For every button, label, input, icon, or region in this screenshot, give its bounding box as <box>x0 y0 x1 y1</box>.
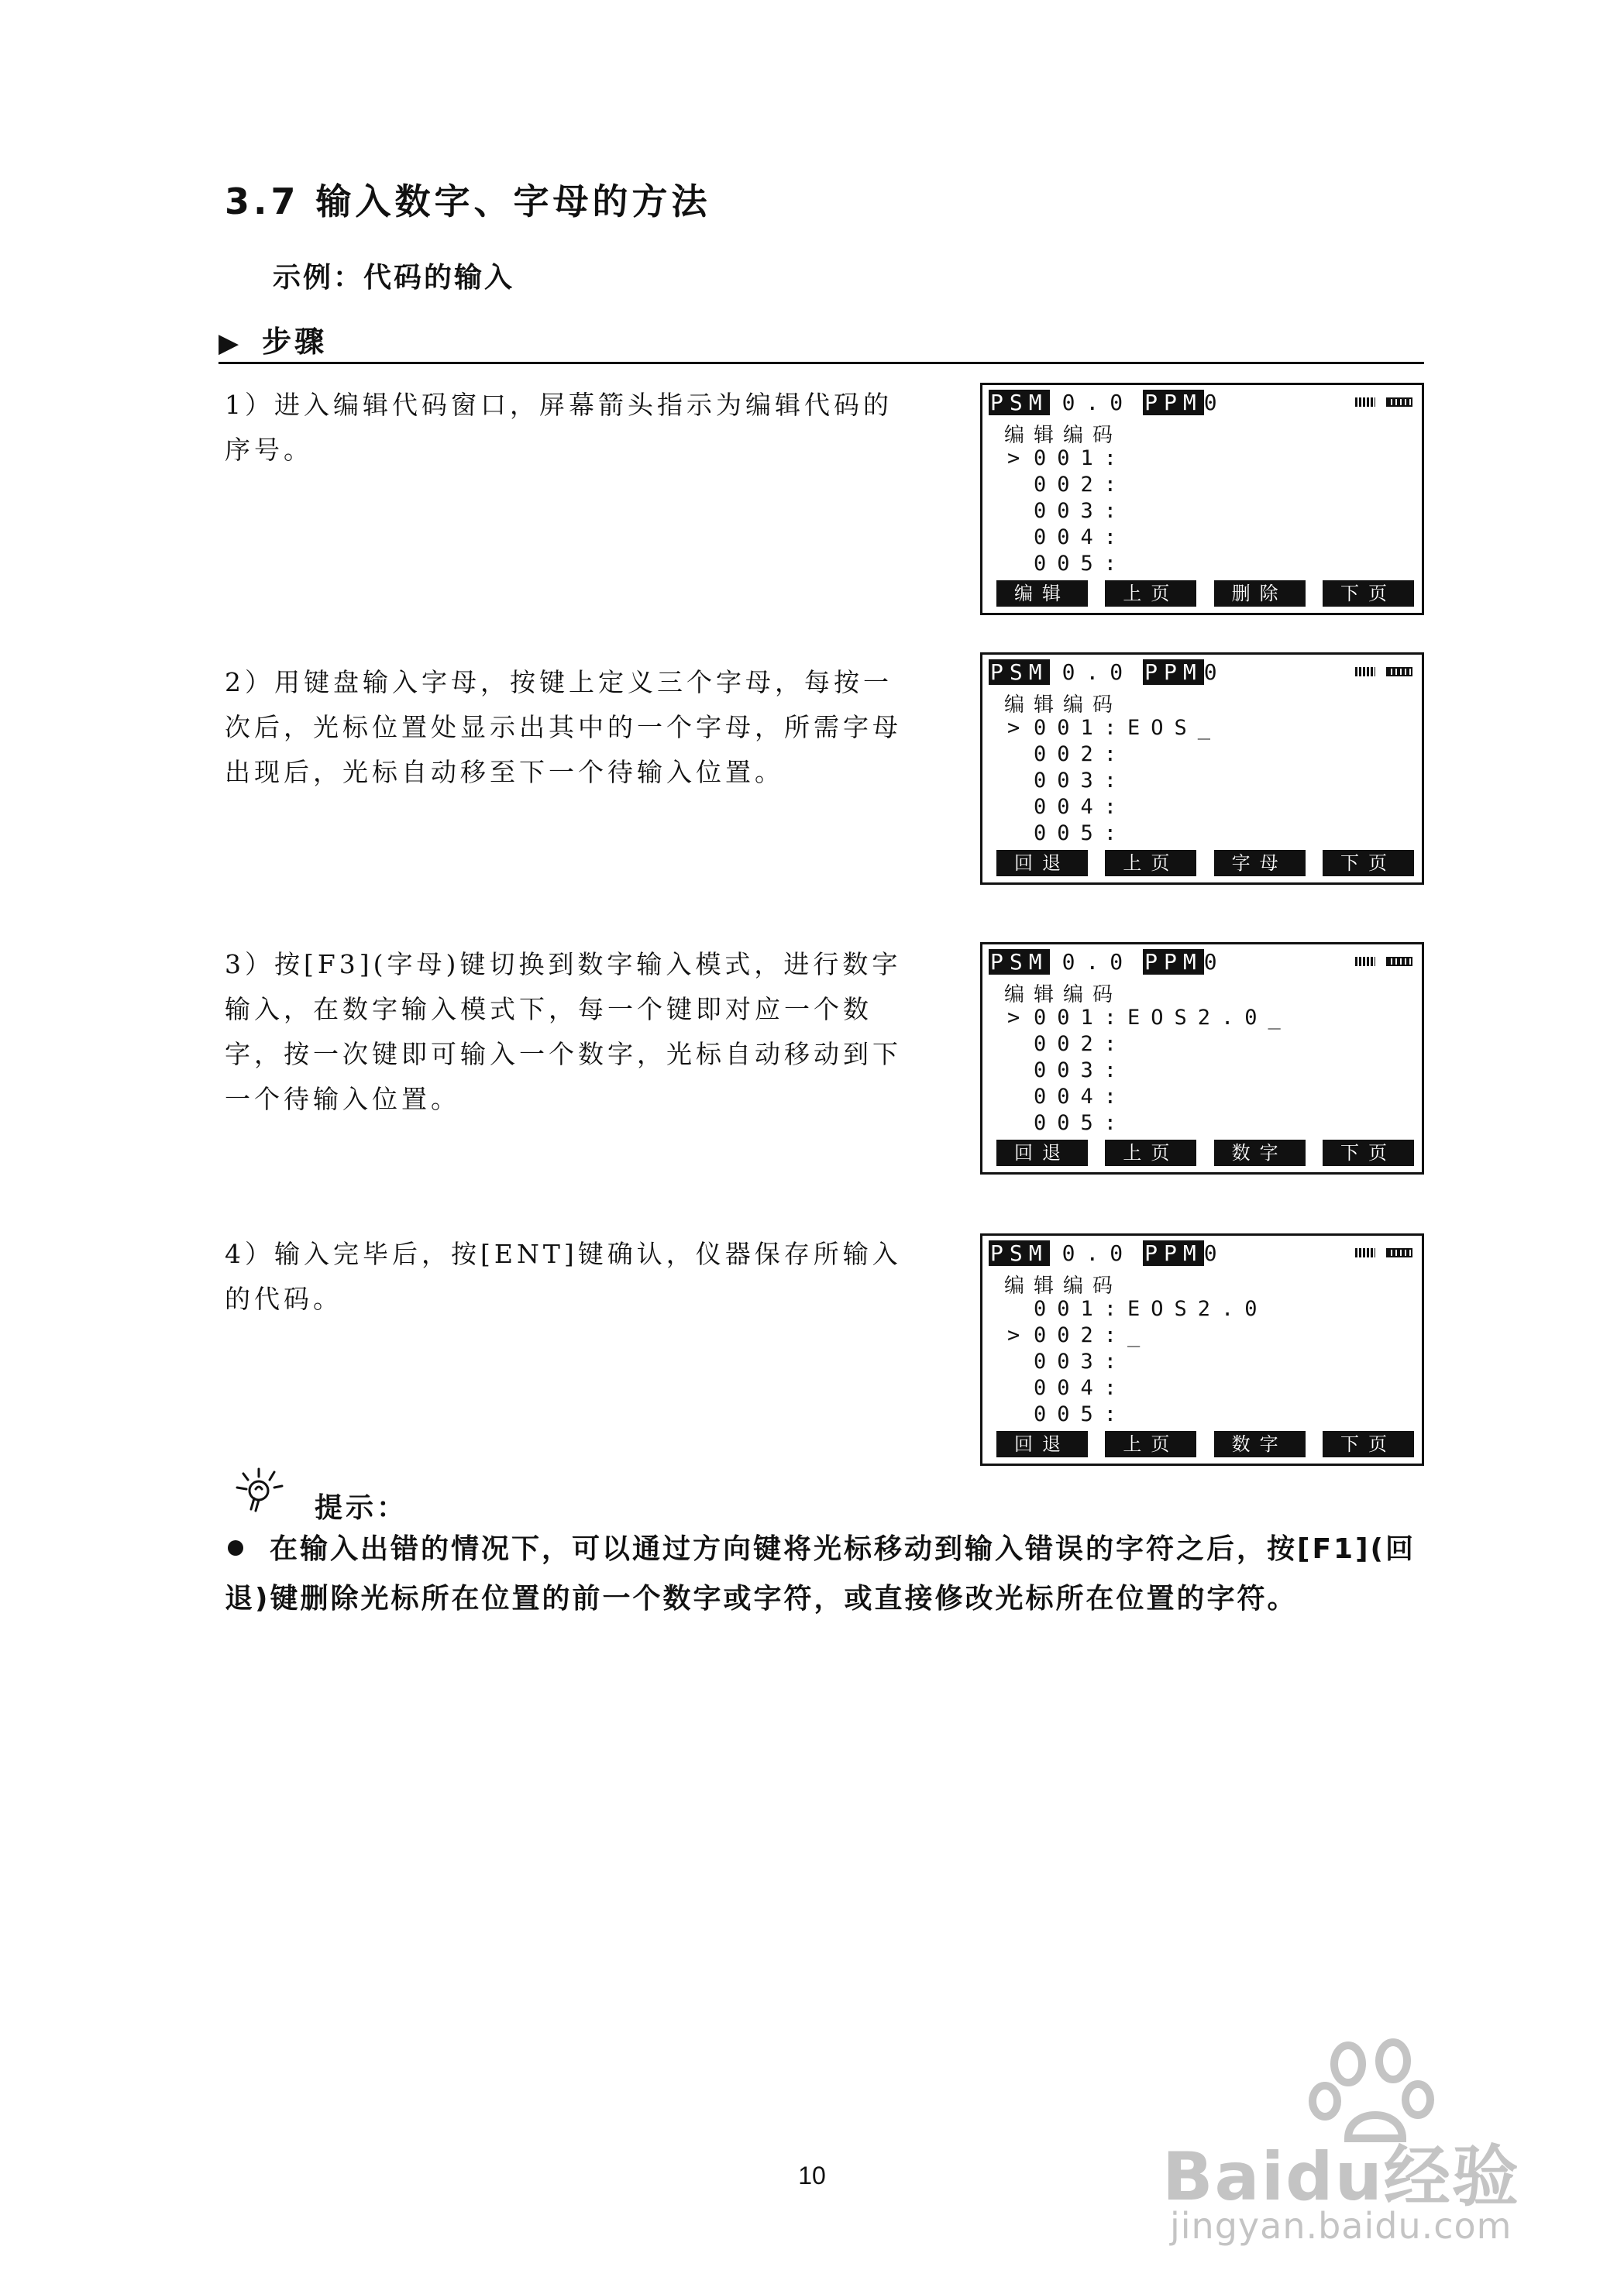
code-row <box>1007 1296 1268 1323</box>
ppm-label: PPM <box>1144 1240 1203 1266</box>
f3-key: 字母 <box>1214 850 1306 876</box>
cursor-arrow: > <box>1007 1323 1031 1347</box>
code-row <box>1007 1349 1127 1375</box>
code-row-text: 002: <box>1034 473 1128 497</box>
function-keys <box>996 1431 1414 1457</box>
code-row-text: 004: <box>1034 525 1128 549</box>
step-3-screen <box>980 942 1424 1175</box>
status-bar <box>989 1240 1217 1267</box>
steps-heading-label: 步骤 <box>262 325 328 359</box>
ppm-value: 0 <box>1203 949 1217 975</box>
code-row-text: 004: <box>1034 1085 1128 1109</box>
ppm-label: PPM <box>1144 949 1203 975</box>
psm-label: PSM <box>990 949 1048 975</box>
f4-key: 下页 <box>1323 580 1414 607</box>
psm-value: 0.0 <box>1061 1240 1134 1266</box>
code-row <box>1007 1323 1151 1349</box>
step-2-text: 2）用键盘输入字母，按键上定义三个字母，每按一次后，光标位置处显示出其中的一个字母，所需字母出现后，光标自动移至下一个待输入位置。 <box>225 667 902 787</box>
code-row <box>1007 1375 1127 1402</box>
tip-body <box>225 1525 1433 1624</box>
cursor-arrow: > <box>1007 446 1031 470</box>
step-4-text: 4）输入完毕后，按[ENT]键确认，仪器保存所输入的代码。 <box>225 1239 902 1314</box>
page-number: 10 <box>798 2162 826 2189</box>
step-2-screen <box>980 652 1424 885</box>
code-row-text: 005: <box>1034 1402 1128 1426</box>
psm-value: 0.0 <box>1061 659 1134 685</box>
ppm-label: PPM <box>1144 390 1203 415</box>
code-row-text: 002: <box>1034 1032 1128 1056</box>
code-row-text: 003: <box>1034 1058 1128 1082</box>
code-row-text: 004: <box>1034 795 1128 819</box>
code-row-text: 002:_ <box>1034 1323 1151 1347</box>
cursor-arrow: > <box>1007 716 1031 740</box>
psm-label: PSM <box>990 390 1048 415</box>
f1-key: 回退 <box>996 1140 1088 1166</box>
psm-value: 0.0 <box>1061 949 1134 975</box>
status-bar <box>989 659 1217 686</box>
code-row-text: 003: <box>1034 499 1128 523</box>
code-row <box>1007 472 1127 498</box>
code-row-text: 001: <box>1034 446 1128 470</box>
lightbulb-tip-icon <box>232 1463 294 1517</box>
code-row <box>1007 445 1127 472</box>
code-row <box>1007 794 1127 820</box>
code-row-text: 005: <box>1034 1111 1128 1135</box>
ppm-value: 0 <box>1203 390 1217 415</box>
status-bar <box>989 390 1217 416</box>
code-row <box>1007 768 1127 794</box>
battery-icon <box>1355 667 1412 678</box>
code-row <box>1007 1058 1127 1084</box>
code-row-text: 003: <box>1034 769 1128 793</box>
ppm-value: 0 <box>1203 1240 1217 1266</box>
baidu-watermark <box>1162 2030 1596 2262</box>
f3-key: 删除 <box>1214 580 1306 607</box>
bullet-icon <box>228 1540 243 1556</box>
step-1-text: 1）进入编辑代码窗口，屏幕箭头指示为编辑代码的序号。 <box>225 390 893 465</box>
code-row-text: 005: <box>1034 821 1128 845</box>
code-row <box>1007 525 1127 551</box>
code-row <box>1007 1110 1127 1137</box>
code-row <box>1007 1005 1292 1031</box>
cursor-arrow: > <box>1007 1006 1031 1030</box>
step-1-screen <box>980 383 1424 615</box>
example-line: 示例：代码的输入 <box>273 262 515 294</box>
screen-title: 编辑编码 <box>1004 983 1123 1006</box>
f3-key: 数字 <box>1214 1431 1306 1457</box>
code-row <box>1007 551 1127 577</box>
tip-body-text: 在输入出错的情况下，可以通过方向键将光标移动到输入错误的字符之后，按[F1](回退)键删除光标所在位置的前一个数字或字符，或直接修改光标所在位置的字符。 <box>225 1533 1416 1615</box>
code-row <box>1007 741 1127 768</box>
f1-key: 回退 <box>996 1431 1088 1457</box>
psm-label: PSM <box>990 1240 1048 1266</box>
step-3-text: 3）按[F3](字母)键切换到数字输入模式，进行数字输入，在数字输入模式下，每一个键即对应一个数字，按一次键即可输入一个数字，光标自动移动到下一个待输入位置。 <box>225 949 902 1114</box>
tip-label: 提示： <box>315 1492 408 1524</box>
code-row-text: 005: <box>1034 552 1128 576</box>
f2-key: 上页 <box>1105 850 1196 876</box>
function-keys <box>996 580 1414 607</box>
code-row-text: 001:EOS2.0 <box>1034 1297 1268 1321</box>
code-row <box>1007 1084 1127 1110</box>
ppm-value: 0 <box>1203 659 1217 685</box>
code-row <box>1007 498 1127 525</box>
screen-title: 编辑编码 <box>1004 424 1123 447</box>
code-row <box>1007 715 1221 741</box>
watermark-logo-text: Baidu经验 <box>1162 2138 1520 2216</box>
section-title: 3.7 输入数字、字母的方法 <box>225 181 711 222</box>
battery-icon <box>1355 1248 1412 1259</box>
f2-key: 上页 <box>1105 1140 1196 1166</box>
code-row <box>1007 820 1127 847</box>
f2-key: 上页 <box>1105 580 1196 607</box>
f4-key: 下页 <box>1323 1140 1414 1166</box>
battery-icon <box>1355 957 1412 968</box>
heading-rule <box>218 362 1424 364</box>
screen-title: 编辑编码 <box>1004 1274 1123 1298</box>
status-bar <box>989 949 1217 975</box>
f1-key: 回退 <box>996 850 1088 876</box>
f3-key: 数字 <box>1214 1140 1306 1166</box>
code-row-text: 002: <box>1034 742 1128 766</box>
step-4-screen <box>980 1233 1424 1466</box>
battery-icon <box>1355 397 1412 408</box>
code-row-text: 004: <box>1034 1376 1128 1400</box>
ppm-label: PPM <box>1144 659 1203 685</box>
psm-value: 0.0 <box>1061 390 1134 415</box>
screen-title: 编辑编码 <box>1004 693 1123 717</box>
f4-key: 下页 <box>1323 1431 1414 1457</box>
code-row <box>1007 1031 1127 1058</box>
code-row-text: 001:EOS2.0_ <box>1034 1006 1292 1030</box>
watermark-url: jingyan.baidu.com <box>1170 2205 1512 2247</box>
steps-heading <box>218 318 327 360</box>
code-row-text: 003: <box>1034 1350 1128 1374</box>
f1-key: 编辑 <box>996 580 1088 607</box>
psm-label: PSM <box>990 659 1048 685</box>
code-row-text: 001:EOS_ <box>1034 716 1222 740</box>
code-row <box>1007 1402 1127 1428</box>
function-keys <box>996 1140 1414 1166</box>
f4-key: 下页 <box>1323 850 1414 876</box>
triangle-right-icon: ▶ <box>218 328 243 359</box>
function-keys <box>996 850 1414 876</box>
f2-key: 上页 <box>1105 1431 1196 1457</box>
